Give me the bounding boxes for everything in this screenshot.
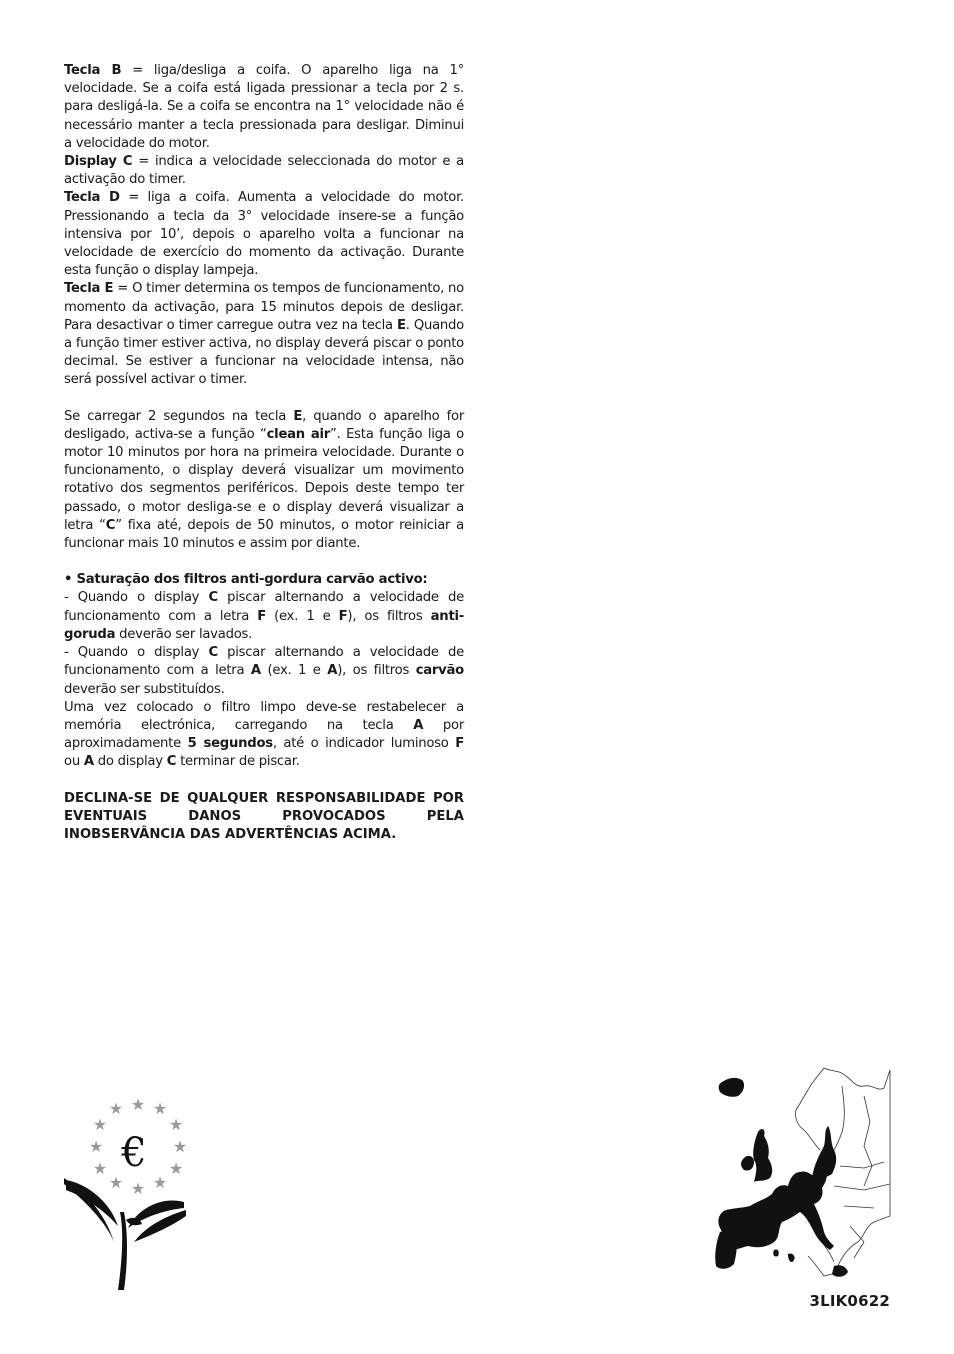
svg-text:★: ★ [168,1159,184,1178]
svg-text:★: ★ [168,1115,184,1134]
svg-text:★: ★ [92,1159,108,1178]
svg-text:★: ★ [108,1099,124,1118]
ecolabel-euro-sign: € [121,1130,147,1176]
saturation-reset: Uma vez colocado o filtro limpo deve-se restabelecer a memória electrónica, carregando na tecla A por aproximadamente 5 segundos, até o indicador luminoso F ou A do display C terminar de piscar. [64,699,464,770]
instructions-column [64,62,464,844]
ecolabel-stem-leaves [64,1178,186,1290]
disclaimer-warning: DECLINA-SE DE QUALQUER RESPONSABILIDADE POR EVENTUAIS DANOS PROVOCADOS PELA INOBSERVÂNCIA DAS ADVERTÊNCIAS ACIMA. [64,790,464,842]
svg-text:★: ★ [92,1115,108,1134]
svg-text:★: ★ [130,1179,146,1198]
europe-map-icon [714,1066,892,1288]
tecla-d-label: Tecla D [64,190,120,206]
svg-text:★: ★ [172,1137,188,1156]
svg-text:★: ★ [152,1173,168,1192]
tecla-e-label: Tecla E [64,281,114,297]
saturation-item-wash: - Quando o display C piscar alternando a velocidade de funcionamento com a letra F (ex. 1 e F), os filtros anti-goruda deverão ser lavados. [64,590,464,642]
saturation-item-replace: - Quando o display C piscar alternando a velocidade de funcionamento com a letra A (ex. 1 e A), os filtros carvão deverão ser substituídos. [64,645,464,697]
svg-text:★: ★ [152,1099,168,1118]
document-code: 3LIK0622 [809,1292,890,1310]
europe-outline-countries [795,1068,890,1276]
clean-air-paragraph: Se carregar 2 segundos na tecla E, quando o aparelho for desligado, activa-se a função “clean air”. Esta função liga o motor 10 minutos por hora na primeira velocidade. Durante o funcionamento, o display deverá visualizar um movimento rotativo dos segmentos periféricos. Depois deste tempo ter passado, o motor desliga-se e o display deverá visualizar a letra “C” fixa até, depois de 50 minutos, o motor reiniciar a funcionar mais 10 minutos e assim por diante. [64,408,464,552]
display-c-paragraph: Display C = indica a velocidade seleccionada do motor e a activação do timer. [64,154,465,188]
svg-text:★: ★ [108,1173,124,1192]
tecla-e-paragraph: Tecla E = O timer determina os tempos de funcionamento, no momento da activação, para 15 minutos depois de desligar. Para desactivar o timer carregue outra vez na tecla E. Quando a função timer estiver activa, no display deverá piscar o ponto decimal. Se estiver a funcionar na velocidade intensa, não será possível activar o timer. [64,281,464,388]
tecla-b-label: Tecla B [64,63,122,78]
tecla-d-paragraph: Tecla D = liga a coifa. Aumenta a velocidade do motor. Pressionando a tecla da 3° velocidade insere-se a função intensiva por 10’, depois o aparelho volta a funcionar na velocidade de exercício do momento da activação. Durante esta função o display lampeja. [64,190,464,279]
eu-ecolabel-flower-icon [62,1092,192,1292]
svg-text:★: ★ [88,1137,104,1156]
saturation-heading: • Saturação dos filtros anti-gordura carvão activo: [64,572,428,588]
display-c-label: Display C [64,154,133,170]
tecla-b-paragraph: Tecla B = liga/desliga a coifa. O aparelho liga na 1° velocidade. Se a coifa está ligada pressionar a tecla por 2 s. para desligá-la. Se a coifa se encontra na 1° velocidade não é necessário manter a tecla pressionada para desligar. Diminui a velocidade do motor. [64,63,464,151]
svg-text:★: ★ [130,1095,146,1114]
europe-eu-countries [715,1078,848,1277]
